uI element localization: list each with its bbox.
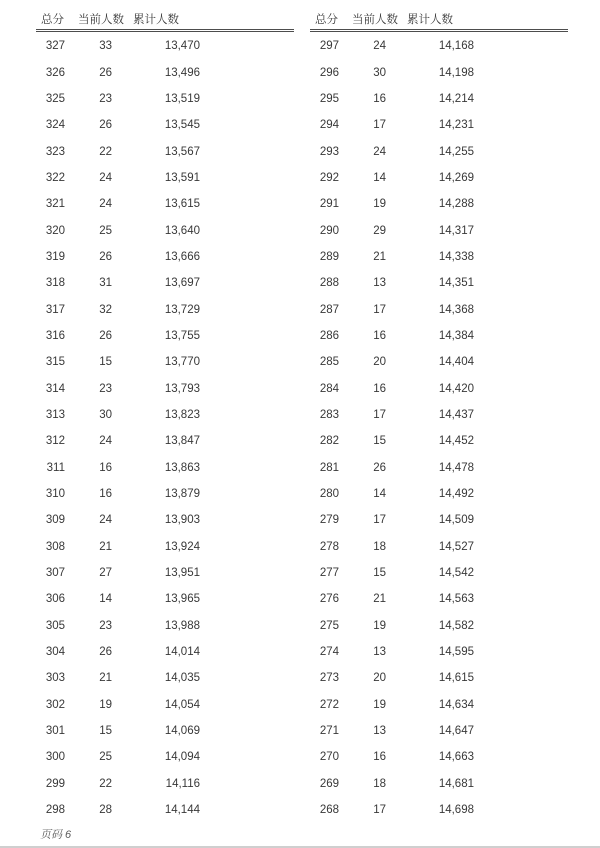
cumulative-count-cell: 14,420 [438, 382, 474, 395]
current-count-cell: 30 [373, 66, 386, 79]
table-row [310, 86, 568, 112]
current-count-cell: 16 [373, 329, 386, 342]
current-count-cell: 19 [373, 198, 386, 211]
current-count-cell: 20 [373, 356, 386, 369]
table-row [36, 613, 294, 639]
cumulative-count-cell: 14,437 [438, 408, 474, 421]
current-count-cell: 27 [99, 567, 112, 580]
cumulative-count-cell: 13,951 [164, 567, 200, 580]
current-count-cell: 24 [99, 435, 112, 448]
table-row [36, 191, 294, 217]
cumulative-count-cell: 14,338 [438, 250, 474, 263]
col-header-total-score: 总分 [315, 14, 338, 26]
table-row [310, 534, 568, 560]
cumulative-count-cell: 14,595 [438, 646, 474, 659]
table-row [310, 138, 568, 164]
table-row [36, 534, 294, 560]
total-score-cell: 309 [45, 514, 65, 527]
current-count-cell: 26 [99, 119, 112, 132]
total-score-cell: 274 [319, 646, 339, 659]
header-double-rule [310, 29, 568, 32]
total-score-cell: 271 [319, 725, 339, 738]
total-score-cell: 288 [319, 277, 339, 290]
table-row [36, 375, 294, 401]
table-row [310, 112, 568, 138]
table-row [310, 349, 568, 375]
cumulative-count-cell: 14,452 [438, 435, 474, 448]
table-row [310, 375, 568, 401]
cumulative-count-cell: 14,563 [438, 593, 474, 606]
table-row [36, 428, 294, 454]
table-row [310, 692, 568, 718]
cumulative-count-cell: 14,214 [438, 92, 474, 105]
col-header-total-score: 总分 [41, 14, 64, 26]
total-score-cell: 315 [45, 356, 65, 369]
cumulative-count-cell: 14,054 [164, 698, 200, 711]
cumulative-count-cell: 14,069 [164, 725, 200, 738]
table-row [36, 244, 294, 270]
current-count-cell: 16 [99, 461, 112, 474]
current-count-cell: 18 [373, 777, 386, 790]
total-score-cell: 282 [319, 435, 339, 448]
total-score-cell: 303 [45, 672, 65, 685]
cumulative-count-cell: 13,903 [164, 514, 200, 527]
cumulative-count-cell: 14,478 [438, 461, 474, 474]
current-count-cell: 14 [373, 488, 386, 501]
total-score-cell: 281 [319, 461, 339, 474]
table-row [36, 507, 294, 533]
current-count-cell: 23 [99, 92, 112, 105]
table-row [36, 270, 294, 296]
cumulative-count-cell: 13,924 [164, 540, 200, 553]
current-count-cell: 24 [373, 145, 386, 158]
current-count-cell: 19 [99, 698, 112, 711]
current-count-cell: 14 [99, 593, 112, 606]
total-score-cell: 283 [319, 408, 339, 421]
current-count-cell: 16 [99, 488, 112, 501]
table-row [310, 797, 568, 823]
total-score-cell: 272 [319, 698, 339, 711]
current-count-cell: 17 [373, 119, 386, 132]
cumulative-count-cell: 14,094 [164, 751, 200, 764]
total-score-cell: 275 [319, 619, 339, 632]
table-row [310, 560, 568, 586]
current-count-cell: 21 [99, 672, 112, 685]
cumulative-count-cell: 13,729 [164, 303, 200, 316]
table-row [310, 428, 568, 454]
table-row [36, 665, 294, 691]
cumulative-count-cell: 13,755 [164, 329, 200, 342]
total-score-cell: 308 [45, 540, 65, 553]
table-row [310, 744, 568, 770]
col-header-cumulative-count: 累计人数 [407, 14, 453, 26]
table-row [310, 718, 568, 744]
score-table-left [36, 10, 294, 823]
cumulative-count-cell: 14,231 [438, 119, 474, 132]
header-double-rule [36, 29, 294, 32]
table-row [310, 33, 568, 59]
cumulative-count-cell: 13,697 [164, 277, 200, 290]
current-count-cell: 13 [373, 277, 386, 290]
table-header-row [36, 10, 294, 29]
table-row [310, 455, 568, 481]
table-body [36, 33, 294, 823]
table-row [310, 323, 568, 349]
cumulative-count-cell: 13,879 [164, 488, 200, 501]
total-score-cell: 324 [45, 119, 65, 132]
current-count-cell: 17 [373, 514, 386, 527]
table-row [36, 138, 294, 164]
total-score-cell: 278 [319, 540, 339, 553]
current-count-cell: 29 [373, 224, 386, 237]
total-score-cell: 287 [319, 303, 339, 316]
current-count-cell: 22 [99, 777, 112, 790]
cumulative-count-cell: 14,527 [438, 540, 474, 553]
table-row [310, 507, 568, 533]
total-score-cell: 317 [45, 303, 65, 316]
cumulative-count-cell: 13,666 [164, 250, 200, 263]
cumulative-count-cell: 14,681 [438, 777, 474, 790]
page-number-label: 页码 6 [40, 829, 72, 841]
total-score-cell: 293 [319, 145, 339, 158]
total-score-cell: 277 [319, 567, 339, 580]
cumulative-count-cell: 14,647 [438, 725, 474, 738]
cumulative-count-cell: 13,496 [164, 66, 200, 79]
total-score-cell: 297 [319, 40, 339, 53]
cumulative-count-cell: 13,847 [164, 435, 200, 448]
current-count-cell: 16 [373, 382, 386, 395]
current-count-cell: 24 [373, 40, 386, 53]
col-header-current-count: 当前人数 [352, 14, 398, 26]
table-row [36, 86, 294, 112]
table-row [36, 639, 294, 665]
current-count-cell: 22 [99, 145, 112, 158]
cumulative-count-cell: 14,509 [438, 514, 474, 527]
current-count-cell: 21 [373, 593, 386, 606]
cumulative-count-cell: 13,823 [164, 408, 200, 421]
table-row [36, 59, 294, 85]
total-score-cell: 306 [45, 593, 65, 606]
table-row [310, 402, 568, 428]
table-row [36, 586, 294, 612]
total-score-cell: 301 [45, 725, 65, 738]
cumulative-count-cell: 13,770 [164, 356, 200, 369]
total-score-cell: 279 [319, 514, 339, 527]
current-count-cell: 25 [99, 751, 112, 764]
cumulative-count-cell: 14,116 [165, 777, 200, 790]
total-score-cell: 291 [319, 198, 339, 211]
table-row [36, 296, 294, 322]
total-score-cell: 284 [319, 382, 339, 395]
current-count-cell: 21 [99, 540, 112, 553]
current-count-cell: 26 [373, 461, 386, 474]
current-count-cell: 26 [99, 250, 112, 263]
current-count-cell: 13 [373, 646, 386, 659]
table-row [310, 165, 568, 191]
current-count-cell: 31 [99, 277, 112, 290]
total-score-cell: 311 [46, 461, 65, 474]
total-score-cell: 285 [319, 356, 339, 369]
cumulative-count-cell: 14,168 [438, 40, 474, 53]
cumulative-count-cell: 14,615 [438, 672, 474, 685]
total-score-cell: 313 [45, 408, 65, 421]
total-score-cell: 268 [319, 804, 339, 817]
table-row [310, 270, 568, 296]
col-header-cumulative-count: 累计人数 [133, 14, 179, 26]
total-score-cell: 319 [45, 250, 65, 263]
total-score-cell: 327 [45, 40, 65, 53]
current-count-cell: 16 [373, 92, 386, 105]
current-count-cell: 15 [99, 356, 112, 369]
current-count-cell: 15 [373, 567, 386, 580]
cumulative-count-cell: 13,988 [164, 619, 200, 632]
total-score-cell: 320 [45, 224, 65, 237]
cumulative-count-cell: 14,014 [164, 646, 200, 659]
cumulative-count-cell: 13,545 [164, 119, 200, 132]
current-count-cell: 18 [373, 540, 386, 553]
table-row [36, 402, 294, 428]
cumulative-count-cell: 14,351 [438, 277, 474, 290]
cumulative-count-cell: 13,965 [164, 593, 200, 606]
total-score-cell: 321 [45, 198, 65, 211]
current-count-cell: 16 [373, 751, 386, 764]
table-row [310, 217, 568, 243]
table-row [36, 323, 294, 349]
current-count-cell: 30 [99, 408, 112, 421]
cumulative-count-cell: 14,404 [438, 356, 474, 369]
table-row [36, 455, 294, 481]
table-row [310, 481, 568, 507]
current-count-cell: 14 [373, 171, 386, 184]
total-score-cell: 323 [45, 145, 65, 158]
total-score-cell: 310 [45, 488, 65, 501]
table-row [36, 771, 294, 797]
table-row [36, 217, 294, 243]
cumulative-count-cell: 14,384 [438, 329, 474, 342]
cumulative-count-cell: 14,368 [438, 303, 474, 316]
cumulative-count-cell: 13,567 [164, 145, 200, 158]
total-score-cell: 322 [45, 171, 65, 184]
cumulative-count-cell: 14,698 [438, 804, 474, 817]
current-count-cell: 17 [373, 408, 386, 421]
total-score-cell: 298 [45, 804, 65, 817]
current-count-cell: 24 [99, 198, 112, 211]
total-score-cell: 305 [45, 619, 65, 632]
table-row [36, 33, 294, 59]
current-count-cell: 20 [373, 672, 386, 685]
total-score-cell: 325 [45, 92, 65, 105]
total-score-cell: 289 [319, 250, 339, 263]
total-score-cell: 302 [45, 698, 65, 711]
cumulative-count-cell: 14,035 [164, 672, 200, 685]
table-row [310, 244, 568, 270]
cumulative-count-cell: 14,542 [438, 567, 474, 580]
cumulative-count-cell: 13,793 [164, 382, 200, 395]
current-count-cell: 24 [99, 514, 112, 527]
table-row [36, 349, 294, 375]
cumulative-count-cell: 14,198 [438, 66, 474, 79]
table-row [310, 296, 568, 322]
score-table-right [310, 10, 568, 823]
total-score-cell: 286 [319, 329, 339, 342]
table-row [36, 692, 294, 718]
cumulative-count-cell: 14,269 [438, 171, 474, 184]
table-row [310, 771, 568, 797]
table-row [36, 718, 294, 744]
cumulative-count-cell: 14,634 [438, 698, 474, 711]
table-row [36, 165, 294, 191]
current-count-cell: 26 [99, 66, 112, 79]
current-count-cell: 33 [99, 40, 112, 53]
total-score-cell: 295 [319, 92, 339, 105]
cumulative-count-cell: 13,615 [164, 198, 200, 211]
cumulative-count-cell: 14,582 [438, 619, 474, 632]
current-count-cell: 28 [99, 804, 112, 817]
table-row [36, 481, 294, 507]
total-score-cell: 280 [319, 488, 339, 501]
cumulative-count-cell: 13,640 [164, 224, 200, 237]
table-row [36, 744, 294, 770]
table-row [310, 665, 568, 691]
table-row [310, 586, 568, 612]
total-score-cell: 269 [319, 777, 339, 790]
table-row [36, 560, 294, 586]
current-count-cell: 19 [373, 619, 386, 632]
current-count-cell: 15 [99, 725, 112, 738]
table-row [310, 59, 568, 85]
current-count-cell: 24 [99, 171, 112, 184]
current-count-cell: 13 [373, 725, 386, 738]
total-score-cell: 273 [319, 672, 339, 685]
cumulative-count-cell: 14,288 [438, 198, 474, 211]
cumulative-count-cell: 14,317 [438, 224, 474, 237]
col-header-current-count: 当前人数 [78, 14, 124, 26]
current-count-cell: 15 [373, 435, 386, 448]
cumulative-count-cell: 14,663 [438, 751, 474, 764]
table-row [36, 112, 294, 138]
current-count-cell: 23 [99, 619, 112, 632]
current-count-cell: 23 [99, 382, 112, 395]
total-score-cell: 300 [45, 751, 65, 764]
current-count-cell: 17 [373, 804, 386, 817]
table-row [310, 613, 568, 639]
current-count-cell: 26 [99, 329, 112, 342]
table-body [310, 33, 568, 823]
total-score-cell: 314 [45, 382, 65, 395]
total-score-cell: 296 [319, 66, 339, 79]
total-score-cell: 316 [45, 329, 65, 342]
current-count-cell: 17 [373, 303, 386, 316]
total-score-cell: 292 [319, 171, 339, 184]
total-score-cell: 304 [45, 646, 65, 659]
current-count-cell: 21 [373, 250, 386, 263]
cumulative-count-cell: 13,470 [164, 40, 200, 53]
table-row [310, 191, 568, 217]
total-score-cell: 307 [45, 567, 65, 580]
total-score-cell: 318 [45, 277, 65, 290]
cumulative-count-cell: 13,519 [164, 92, 200, 105]
total-score-cell: 294 [319, 119, 339, 132]
cumulative-count-cell: 14,255 [438, 145, 474, 158]
table-header-row [310, 10, 568, 29]
cumulative-count-cell: 13,591 [164, 171, 200, 184]
current-count-cell: 26 [99, 646, 112, 659]
total-score-cell: 312 [45, 435, 65, 448]
table-row [310, 639, 568, 665]
cumulative-count-cell: 14,144 [164, 804, 200, 817]
cumulative-count-cell: 14,492 [438, 488, 474, 501]
total-score-cell: 299 [45, 777, 65, 790]
current-count-cell: 19 [373, 698, 386, 711]
current-count-cell: 25 [99, 224, 112, 237]
total-score-cell: 276 [319, 593, 339, 606]
total-score-cell: 290 [319, 224, 339, 237]
current-count-cell: 32 [99, 303, 112, 316]
cumulative-count-cell: 13,863 [164, 461, 200, 474]
total-score-cell: 270 [319, 751, 339, 764]
table-row [36, 797, 294, 823]
total-score-cell: 326 [45, 66, 65, 79]
